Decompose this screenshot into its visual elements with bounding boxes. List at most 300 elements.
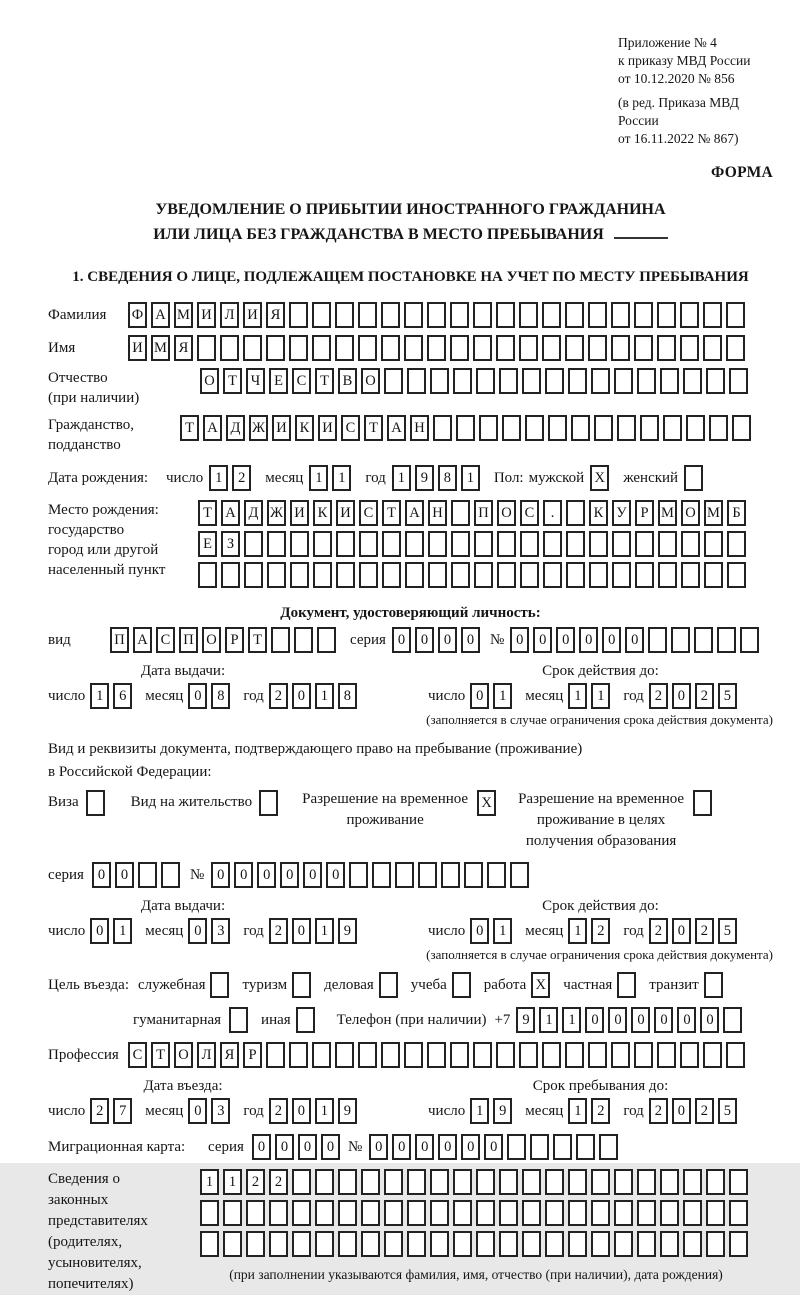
form-cell[interactable]: Б [727, 500, 746, 526]
form-cell[interactable]: 0 [672, 918, 691, 944]
form-cell[interactable]: 0 [257, 862, 276, 888]
form-cell[interactable] [229, 1007, 248, 1033]
form-cell[interactable]: 2 [232, 465, 251, 491]
form-cell[interactable] [525, 415, 544, 441]
form-cell[interactable]: 0 [510, 627, 529, 653]
form-cell[interactable]: 1 [223, 1169, 242, 1195]
form-cell[interactable] [210, 972, 229, 998]
form-cell[interactable]: 0 [608, 1007, 627, 1033]
form-cell[interactable]: 0 [470, 918, 489, 944]
form-cell[interactable] [361, 1169, 380, 1195]
form-cell[interactable] [612, 531, 631, 557]
form-cell[interactable]: 1 [209, 465, 228, 491]
form-cell[interactable] [542, 1042, 561, 1068]
form-cell[interactable] [657, 302, 676, 328]
form-cell[interactable]: 0 [321, 1134, 340, 1160]
form-cell[interactable]: О [200, 368, 219, 394]
form-cell[interactable] [407, 1169, 426, 1195]
form-cell[interactable]: 6 [113, 683, 132, 709]
form-cell[interactable]: 8 [338, 683, 357, 709]
form-cell[interactable] [473, 302, 492, 328]
form-cell[interactable]: 0 [438, 1134, 457, 1160]
form-cell[interactable] [312, 302, 331, 328]
form-cell[interactable]: Р [225, 627, 244, 653]
form-cell[interactable]: Р [635, 500, 654, 526]
form-cell[interactable]: 8 [438, 465, 457, 491]
form-cell[interactable] [614, 368, 633, 394]
form-cell[interactable]: З [221, 531, 240, 557]
form-cell[interactable] [405, 562, 424, 588]
form-cell[interactable] [706, 368, 725, 394]
form-cell[interactable] [729, 368, 748, 394]
form-cell[interactable] [384, 1231, 403, 1257]
form-cell[interactable]: 0 [470, 683, 489, 709]
form-cell[interactable] [427, 302, 446, 328]
form-cell[interactable] [290, 531, 309, 557]
form-cell[interactable] [709, 415, 728, 441]
form-cell[interactable]: 9 [493, 1098, 512, 1124]
form-cell[interactable] [418, 862, 437, 888]
form-cell[interactable] [635, 531, 654, 557]
form-cell[interactable]: 0 [461, 627, 480, 653]
form-cell[interactable]: И [197, 302, 216, 328]
form-cell[interactable] [359, 562, 378, 588]
form-cell[interactable]: Ж [267, 500, 286, 526]
form-cell[interactable] [635, 562, 654, 588]
form-cell[interactable] [680, 335, 699, 361]
form-cell[interactable]: Е [198, 531, 217, 557]
form-cell[interactable]: И [336, 500, 355, 526]
form-cell[interactable] [381, 302, 400, 328]
form-cell[interactable] [522, 368, 541, 394]
form-cell[interactable] [499, 1231, 518, 1257]
form-cell[interactable]: В [338, 368, 357, 394]
form-cell[interactable] [703, 302, 722, 328]
form-cell[interactable] [197, 335, 216, 361]
form-cell[interactable]: 2 [695, 1098, 714, 1124]
form-cell[interactable] [223, 1200, 242, 1226]
form-cell[interactable]: 2 [269, 683, 288, 709]
form-cell[interactable]: 0 [303, 862, 322, 888]
form-cell[interactable] [266, 335, 285, 361]
form-cell[interactable] [681, 531, 700, 557]
form-cell[interactable] [428, 562, 447, 588]
form-cell[interactable]: 1 [562, 1007, 581, 1033]
form-cell[interactable] [704, 972, 723, 998]
form-cell[interactable] [430, 1200, 449, 1226]
form-cell[interactable] [381, 1042, 400, 1068]
form-cell[interactable] [476, 1169, 495, 1195]
form-cell[interactable]: 5 [718, 918, 737, 944]
form-cell[interactable] [473, 1042, 492, 1068]
form-cell[interactable] [591, 368, 610, 394]
form-cell[interactable]: 0 [461, 1134, 480, 1160]
form-cell[interactable] [545, 1169, 564, 1195]
form-cell[interactable] [361, 1200, 380, 1226]
form-cell[interactable] [290, 562, 309, 588]
form-cell[interactable] [740, 627, 759, 653]
form-cell[interactable] [407, 1231, 426, 1257]
form-cell[interactable] [704, 562, 723, 588]
form-cell[interactable] [568, 1169, 587, 1195]
form-cell[interactable]: 0 [298, 1134, 317, 1160]
form-cell[interactable] [706, 1200, 725, 1226]
form-cell[interactable] [727, 531, 746, 557]
form-cell[interactable] [522, 1169, 541, 1195]
form-cell[interactable]: А [203, 415, 222, 441]
form-cell[interactable] [614, 1169, 633, 1195]
form-cell[interactable] [430, 368, 449, 394]
form-cell[interactable]: 0 [585, 1007, 604, 1033]
form-cell[interactable]: 1 [309, 465, 328, 491]
form-cell[interactable]: К [589, 500, 608, 526]
form-cell[interactable]: 0 [292, 683, 311, 709]
form-cell[interactable]: О [174, 1042, 193, 1068]
form-cell[interactable] [405, 531, 424, 557]
form-cell[interactable] [407, 1200, 426, 1226]
form-cell[interactable]: 3 [211, 1098, 230, 1124]
form-cell[interactable] [479, 415, 498, 441]
form-cell[interactable] [292, 1231, 311, 1257]
form-cell[interactable] [545, 1231, 564, 1257]
form-cell[interactable]: Л [220, 302, 239, 328]
form-cell[interactable] [335, 302, 354, 328]
form-cell[interactable] [683, 1200, 702, 1226]
form-cell[interactable]: 8 [211, 683, 230, 709]
form-cell[interactable]: С [520, 500, 539, 526]
form-cell[interactable] [404, 1042, 423, 1068]
form-cell[interactable] [588, 335, 607, 361]
form-cell[interactable]: 2 [649, 683, 668, 709]
form-cell[interactable]: Т [248, 627, 267, 653]
form-cell[interactable] [729, 1231, 748, 1257]
form-cell[interactable] [548, 415, 567, 441]
form-cell[interactable]: 9 [516, 1007, 535, 1033]
form-cell[interactable]: Ч [246, 368, 265, 394]
form-cell[interactable]: 1 [200, 1169, 219, 1195]
form-cell[interactable] [267, 531, 286, 557]
form-cell[interactable] [510, 862, 529, 888]
form-cell[interactable] [313, 531, 332, 557]
form-cell[interactable] [474, 531, 493, 557]
form-cell[interactable]: 0 [292, 1098, 311, 1124]
form-cell[interactable] [732, 415, 751, 441]
form-cell[interactable]: Т [315, 368, 334, 394]
form-cell[interactable]: П [474, 500, 493, 526]
form-cell[interactable] [450, 1042, 469, 1068]
form-cell[interactable]: 1 [591, 683, 610, 709]
form-cell[interactable] [317, 627, 336, 653]
form-cell[interactable] [259, 790, 278, 816]
form-cell[interactable] [660, 368, 679, 394]
form-cell[interactable] [487, 862, 506, 888]
form-cell[interactable] [289, 1042, 308, 1068]
form-cell[interactable]: 1 [568, 918, 587, 944]
form-cell[interactable]: 0 [392, 1134, 411, 1160]
form-cell[interactable] [706, 1231, 725, 1257]
form-cell[interactable] [453, 1169, 472, 1195]
form-cell[interactable] [637, 368, 656, 394]
form-cell[interactable] [591, 1200, 610, 1226]
form-cell[interactable]: А [387, 415, 406, 441]
form-cell[interactable]: 0 [415, 1134, 434, 1160]
form-cell[interactable]: 2 [246, 1169, 265, 1195]
form-cell[interactable]: С [359, 500, 378, 526]
form-cell[interactable] [384, 1169, 403, 1195]
form-cell[interactable]: П [179, 627, 198, 653]
form-cell[interactable]: 0 [326, 862, 345, 888]
form-cell[interactable] [658, 531, 677, 557]
form-cell[interactable]: 1 [568, 1098, 587, 1124]
form-cell[interactable]: 2 [649, 1098, 668, 1124]
form-cell[interactable]: 0 [292, 918, 311, 944]
form-cell[interactable] [292, 1169, 311, 1195]
form-cell[interactable]: 0 [556, 627, 575, 653]
form-cell[interactable] [617, 972, 636, 998]
form-cell[interactable] [729, 1200, 748, 1226]
form-cell[interactable]: 2 [90, 1098, 109, 1124]
form-cell[interactable] [161, 862, 180, 888]
form-cell[interactable] [543, 531, 562, 557]
form-cell[interactable]: 2 [591, 1098, 610, 1124]
form-cell[interactable]: 0 [188, 683, 207, 709]
form-cell[interactable] [456, 415, 475, 441]
form-cell[interactable]: 2 [591, 918, 610, 944]
form-cell[interactable]: 0 [280, 862, 299, 888]
form-cell[interactable] [634, 1042, 653, 1068]
form-cell[interactable] [496, 1042, 515, 1068]
form-cell[interactable] [382, 531, 401, 557]
form-cell[interactable]: 0 [252, 1134, 271, 1160]
form-cell[interactable] [637, 1200, 656, 1226]
form-cell[interactable] [634, 335, 653, 361]
form-cell[interactable] [543, 562, 562, 588]
form-cell[interactable]: К [313, 500, 332, 526]
form-cell[interactable] [565, 302, 584, 328]
form-cell[interactable] [683, 368, 702, 394]
form-cell[interactable]: 0 [677, 1007, 696, 1033]
form-cell[interactable] [589, 562, 608, 588]
form-cell[interactable]: О [361, 368, 380, 394]
form-cell[interactable]: X [531, 972, 550, 998]
form-cell[interactable] [520, 562, 539, 588]
form-cell[interactable]: 1 [568, 683, 587, 709]
form-cell[interactable] [588, 302, 607, 328]
form-cell[interactable]: И [272, 415, 291, 441]
form-cell[interactable] [244, 531, 263, 557]
form-cell[interactable]: Т [364, 415, 383, 441]
form-cell[interactable]: 7 [113, 1098, 132, 1124]
form-cell[interactable]: А [151, 302, 170, 328]
form-cell[interactable] [660, 1169, 679, 1195]
form-cell[interactable]: 0 [672, 683, 691, 709]
form-cell[interactable]: 9 [338, 918, 357, 944]
form-cell[interactable]: О [497, 500, 516, 526]
form-cell[interactable] [269, 1231, 288, 1257]
form-cell[interactable]: А [221, 500, 240, 526]
form-cell[interactable] [634, 302, 653, 328]
form-cell[interactable]: М [704, 500, 723, 526]
form-cell[interactable] [315, 1200, 334, 1226]
form-cell[interactable]: Я [266, 302, 285, 328]
form-cell[interactable] [358, 335, 377, 361]
form-cell[interactable] [292, 972, 311, 998]
form-cell[interactable] [657, 335, 676, 361]
form-cell[interactable] [313, 562, 332, 588]
form-cell[interactable] [404, 335, 423, 361]
form-cell[interactable] [395, 862, 414, 888]
form-cell[interactable]: М [658, 500, 677, 526]
form-cell[interactable] [315, 1169, 334, 1195]
form-cell[interactable] [726, 302, 745, 328]
form-cell[interactable] [522, 1200, 541, 1226]
form-cell[interactable] [453, 1231, 472, 1257]
form-cell[interactable] [723, 1007, 742, 1033]
form-cell[interactable] [338, 1200, 357, 1226]
form-cell[interactable] [246, 1231, 265, 1257]
form-cell[interactable]: О [202, 627, 221, 653]
form-cell[interactable] [474, 562, 493, 588]
form-cell[interactable]: 0 [90, 918, 109, 944]
form-cell[interactable] [617, 415, 636, 441]
form-cell[interactable] [568, 1231, 587, 1257]
form-cell[interactable] [338, 1169, 357, 1195]
form-cell[interactable] [542, 335, 561, 361]
form-cell[interactable]: М [151, 335, 170, 361]
form-cell[interactable]: 9 [415, 465, 434, 491]
form-cell[interactable] [680, 1042, 699, 1068]
form-cell[interactable]: Ф [128, 302, 147, 328]
form-cell[interactable] [545, 368, 564, 394]
form-cell[interactable] [681, 562, 700, 588]
form-cell[interactable] [464, 862, 483, 888]
form-cell[interactable]: X [590, 465, 609, 491]
form-cell[interactable] [296, 1007, 315, 1033]
form-cell[interactable] [198, 562, 217, 588]
form-cell[interactable]: 2 [695, 918, 714, 944]
form-cell[interactable] [693, 790, 712, 816]
form-cell[interactable]: 0 [438, 627, 457, 653]
form-cell[interactable] [566, 531, 585, 557]
form-cell[interactable]: 2 [695, 683, 714, 709]
form-cell[interactable] [335, 335, 354, 361]
form-cell[interactable] [267, 562, 286, 588]
form-cell[interactable] [553, 1134, 572, 1160]
form-cell[interactable] [200, 1231, 219, 1257]
form-cell[interactable] [451, 531, 470, 557]
form-cell[interactable] [694, 627, 713, 653]
form-cell[interactable] [243, 335, 262, 361]
form-cell[interactable]: 1 [90, 683, 109, 709]
form-cell[interactable]: . [543, 500, 562, 526]
form-cell[interactable]: 1 [315, 683, 334, 709]
form-cell[interactable] [612, 562, 631, 588]
form-cell[interactable]: Я [174, 335, 193, 361]
form-cell[interactable] [565, 335, 584, 361]
form-cell[interactable] [686, 415, 705, 441]
form-cell[interactable]: 0 [533, 627, 552, 653]
form-cell[interactable] [441, 862, 460, 888]
form-cell[interactable]: Д [244, 500, 263, 526]
form-cell[interactable]: 1 [493, 918, 512, 944]
form-cell[interactable] [315, 1231, 334, 1257]
form-cell[interactable] [566, 500, 585, 526]
form-cell[interactable] [568, 1200, 587, 1226]
form-cell[interactable]: С [156, 627, 175, 653]
form-cell[interactable]: 0 [654, 1007, 673, 1033]
form-cell[interactable]: Д [226, 415, 245, 441]
form-cell[interactable] [312, 335, 331, 361]
form-cell[interactable] [223, 1231, 242, 1257]
form-cell[interactable] [566, 562, 585, 588]
form-cell[interactable]: 0 [631, 1007, 650, 1033]
form-cell[interactable] [86, 790, 105, 816]
form-cell[interactable] [499, 1200, 518, 1226]
form-cell[interactable]: 2 [649, 918, 668, 944]
form-cell[interactable]: 5 [718, 683, 737, 709]
form-cell[interactable]: 0 [188, 918, 207, 944]
form-cell[interactable] [433, 415, 452, 441]
form-cell[interactable] [611, 1042, 630, 1068]
form-cell[interactable] [294, 627, 313, 653]
form-cell[interactable]: Т [151, 1042, 170, 1068]
form-cell[interactable] [717, 627, 736, 653]
form-cell[interactable] [427, 335, 446, 361]
form-cell[interactable] [497, 562, 516, 588]
form-cell[interactable] [266, 1042, 285, 1068]
form-cell[interactable] [246, 1200, 265, 1226]
form-cell[interactable]: Е [269, 368, 288, 394]
form-cell[interactable] [407, 368, 426, 394]
form-cell[interactable] [497, 531, 516, 557]
form-cell[interactable]: 5 [718, 1098, 737, 1124]
form-cell[interactable] [640, 415, 659, 441]
form-cell[interactable]: 1 [332, 465, 351, 491]
form-cell[interactable] [594, 415, 613, 441]
form-cell[interactable] [384, 1200, 403, 1226]
form-cell[interactable] [496, 335, 515, 361]
form-cell[interactable] [450, 335, 469, 361]
form-cell[interactable] [614, 1231, 633, 1257]
form-cell[interactable] [706, 1169, 725, 1195]
form-cell[interactable] [507, 1134, 526, 1160]
form-cell[interactable]: 0 [92, 862, 111, 888]
form-cell[interactable] [428, 531, 447, 557]
form-cell[interactable] [473, 335, 492, 361]
form-cell[interactable] [683, 1169, 702, 1195]
form-cell[interactable] [404, 302, 423, 328]
form-cell[interactable]: 1 [470, 1098, 489, 1124]
form-cell[interactable] [384, 368, 403, 394]
form-cell[interactable]: X [477, 790, 496, 816]
form-cell[interactable]: 0 [234, 862, 253, 888]
form-cell[interactable]: 0 [625, 627, 644, 653]
form-cell[interactable]: С [292, 368, 311, 394]
form-cell[interactable]: 0 [672, 1098, 691, 1124]
form-cell[interactable] [427, 1042, 446, 1068]
form-cell[interactable] [568, 368, 587, 394]
form-cell[interactable] [292, 1200, 311, 1226]
form-cell[interactable]: Т [198, 500, 217, 526]
form-cell[interactable]: К [295, 415, 314, 441]
form-cell[interactable]: Н [410, 415, 429, 441]
form-cell[interactable] [221, 562, 240, 588]
form-cell[interactable] [453, 368, 472, 394]
form-cell[interactable]: 0 [415, 627, 434, 653]
form-cell[interactable] [599, 1134, 618, 1160]
form-cell[interactable] [591, 1231, 610, 1257]
form-cell[interactable] [452, 972, 471, 998]
